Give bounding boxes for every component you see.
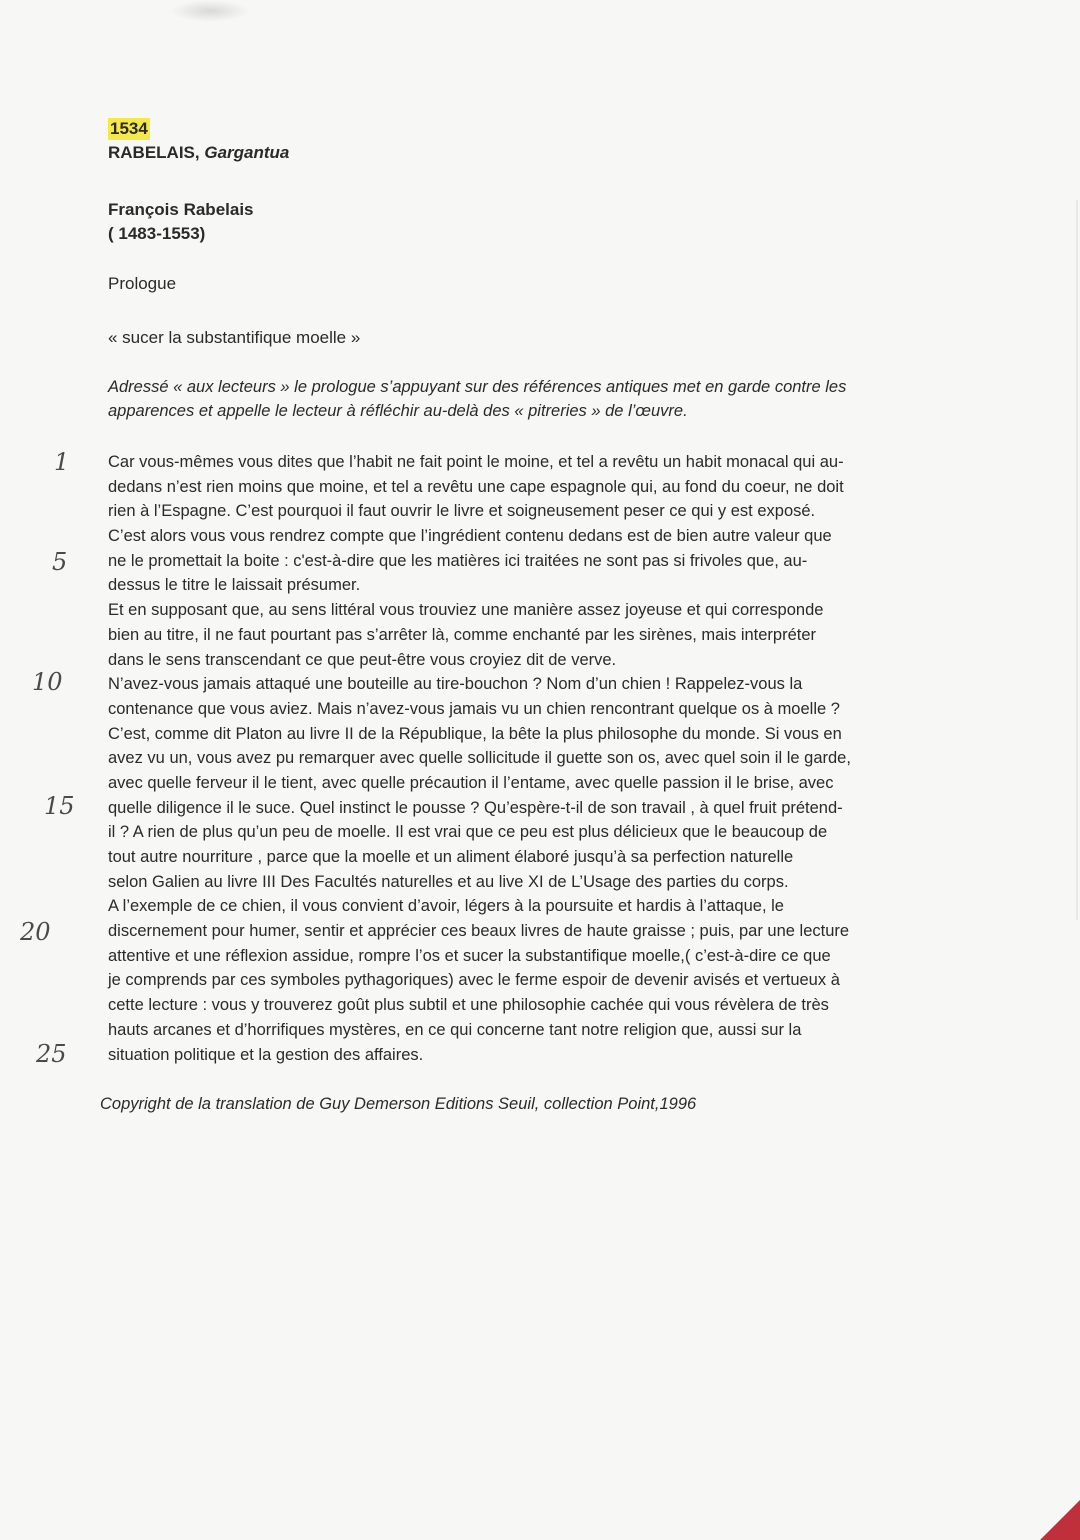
text-line: avec quelle ferveur il le tient, avec quelle précaution il l’entame, avec quelle passion il le brise, avec — [108, 773, 834, 792]
text-line: cette lecture : vous y trouverez goût plus subtil et une philosophie cachée qui vous révèlera de très — [108, 996, 829, 1015]
line-number: 10 — [32, 668, 63, 696]
line-number: 1 — [54, 448, 70, 476]
main-text — [108, 450, 948, 1067]
text-line: hauts arcanes et d’horrifiques mystères, en ce qui concerne tant notre religion que, aussi sur la — [108, 1020, 802, 1039]
line-number: 20 — [20, 918, 51, 946]
text-line: ne le promettait la boite : c'est-à-dire que les matières ici traitées ne sont pas si frivoles que, au- — [108, 551, 808, 570]
text-line: contenance que vous aviez. Mais n’avez-vous jamais vu un chien rencontrant quelque os à moelle ? — [108, 699, 840, 718]
section-title: Prologue — [108, 274, 177, 293]
text-line: N’avez-vous jamais attaqué une bouteille au tire-bouchon ? Nom d’un chien ! Rappelez-vous la — [108, 675, 803, 694]
intro-line: Adressé « aux lecteurs » le prologue s’appuyant sur des références antiques met en garde contre les — [108, 378, 847, 396]
text-line: avez vu un, vous avez pu remarquer avec quelle sollicitude il guette son os, avec quel soin il le garde, — [108, 749, 851, 768]
author-block — [108, 198, 254, 246]
text-line: rien à l’Espagne. C’est pourquoi il faut ouvrir le livre et soigneusement peser ce qui y est exposé. — [108, 502, 816, 521]
text-line: dessus le titre le laissait présumer. — [108, 576, 361, 595]
text-line: dans le sens transcendant ce que peut-être vous croyiez dit de verve. — [108, 650, 617, 669]
text-line: Et en supposant que, au sens littéral vous trouviez une manière assez joyeuse et qui corresponde — [108, 601, 824, 620]
text-line: situation politique et la gestion des affaires. — [108, 1045, 424, 1064]
text-line: tout autre nourriture , parce que la moelle et un aliment élaboré jusqu’à sa perfection naturelle — [108, 848, 794, 866]
scan-edge — [1076, 200, 1078, 920]
text-line: il ? A rien de plus qu’un peu de moelle. Il est vrai que ce peu est plus délicieux que le beaucoup de — [108, 823, 828, 842]
scan-shadow — [170, 0, 250, 22]
subtitle-quote: « sucer la substantifique moelle » — [108, 328, 361, 347]
text-line: Car vous-mêmes vous dites que l’habit ne fait point le moine, et tel a revêtu un habit monacal qui au- — [108, 453, 844, 471]
author-short: RABELAIS, — [108, 143, 200, 162]
line-number: 25 — [36, 1040, 67, 1068]
text-line: attentive et une réflexion assidue, rompre l’os et sucer la substantifique moelle,( c’est-à-dire ce que — [108, 946, 831, 965]
text-line: selon Galien au livre III Des Facultés naturelles et au live XI de L’Usage des parties du corps. — [108, 872, 789, 891]
text-line: bien au titre, il ne faut pourtant pas s’arrêter là, comme enchanté par les sirènes, mais interpréter — [108, 625, 817, 644]
copyright-note: Copyright de la translation de Guy Demerson Editions Seuil, collection Point,1996 — [100, 1095, 697, 1113]
author-name: François Rabelais — [108, 200, 254, 219]
text-line: dedans n’est rien moins que moine, et tel a revêtu une cape espagnole qui, au fond du coeur, ne doit — [108, 477, 844, 496]
year-highlight: 1534 — [110, 119, 148, 138]
document-header — [108, 118, 289, 166]
author-dates: ( 1483-1553) — [108, 224, 206, 243]
text-line: C’est, comme dit Platon au livre II de la République, la bête la plus philosophe du monde. Si vous en — [108, 724, 842, 743]
text-line: discernement pour humer, sentir et apprécier ces beaux livres de haute graisse ; puis, par une lecture — [108, 922, 850, 941]
line-number: 15 — [44, 792, 75, 820]
work-title: Gargantua — [204, 143, 290, 162]
author-title — [108, 140, 289, 166]
text-line: C’est alors vous vous rendrez compte que l’ingrédient contenu dedans est de bien autre valeur que — [108, 527, 832, 546]
text-line: A l’exemple de ce chien, il vous convient d’avoir, légers à la poursuite et hardis à l’attaque, le — [108, 897, 784, 916]
intro-line: apparences et appelle le lecteur à réfléchir au-delà des « pitreries » de l’œuvre. — [108, 402, 688, 420]
text-line: je comprends par ces symboles pythagoriques) avec le ferme espoir de devenir avisés et vertueux à — [108, 971, 840, 990]
corner-mark — [1040, 1500, 1080, 1540]
line-number: 5 — [52, 548, 68, 576]
intro-paragraph — [108, 375, 938, 423]
text-line: quelle diligence il le suce. Quel instinct le pousse ? Qu’espère-t-il de son travail , à quel fruit prétend- — [108, 798, 843, 817]
